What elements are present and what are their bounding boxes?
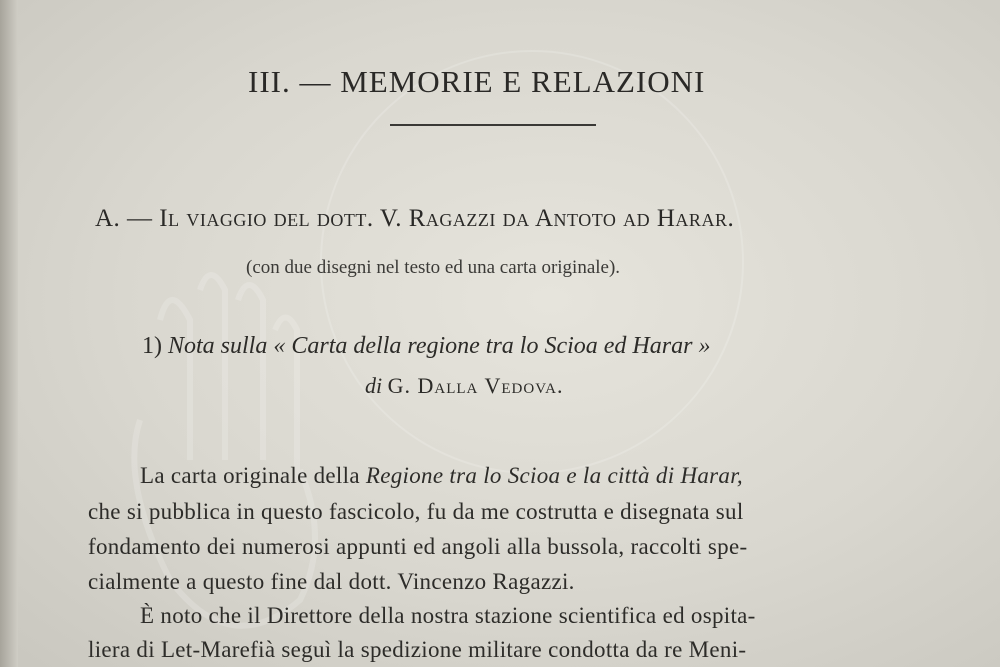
body-line-1-italic: Regione tra lo Scioa e la città di Harar,	[365, 463, 743, 488]
body-line-4: cialmente a questo fine dal dott. Vincenzo Ragazzi.	[88, 569, 575, 594]
page-edge	[0, 0, 18, 667]
article-title: A. — Il viaggio del dott. V. Ragazzi da Antoto ad Harar.	[95, 205, 735, 232]
note-quoted-title: « Carta della regione tra lo Scioa ed Harar »	[273, 333, 711, 359]
body-line-2: che si pubblica in questo fascicolo, fu da me costrutta e disegnata sul	[88, 499, 744, 524]
note-number: 1)	[142, 333, 162, 359]
hand-watermark-icon	[120, 260, 340, 660]
author-name: G. Dalla Vedova.	[387, 373, 564, 398]
body-line-6: liera di Let-Marefià seguì la spedizione militare condotta da re Meni-	[88, 637, 747, 662]
note-author	[365, 373, 563, 399]
body-line-1	[140, 463, 743, 489]
title-rule	[390, 124, 596, 126]
note-label: Nota sulla	[168, 333, 268, 359]
body-line-3: fondamento dei numerosi appunti ed angoli alla bussola, raccolti spe-	[88, 534, 748, 559]
body-line-1-text: La carta originale della	[140, 463, 360, 488]
section-title: III. — MEMORIE E RELAZIONI	[248, 64, 706, 99]
author-prefix: di	[365, 373, 383, 398]
note-heading	[142, 333, 710, 360]
article-subtitle: (con due disegni nel testo ed una carta originale).	[246, 257, 621, 278]
body-line-5: È noto che il Direttore della nostra stazione scientifica ed ospita-	[140, 603, 756, 628]
